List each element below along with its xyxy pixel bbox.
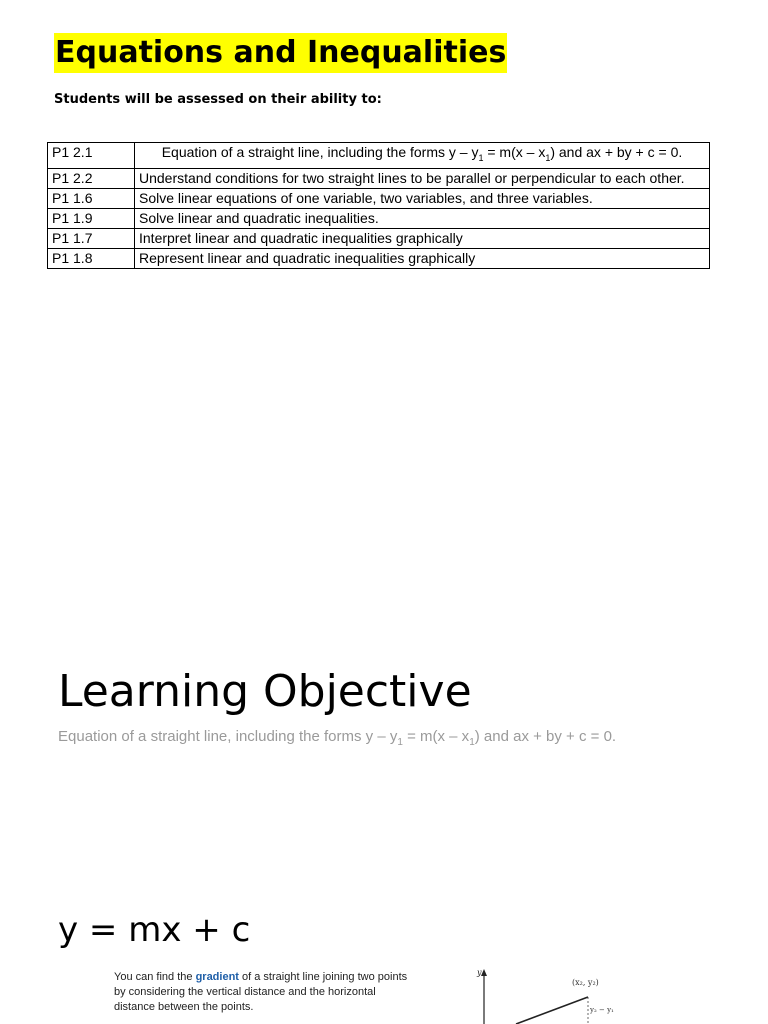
y-axis-label: y bbox=[477, 968, 482, 977]
learning-objective-heading: Learning Objective bbox=[58, 666, 472, 717]
spec-desc-subscript-2: 1 bbox=[545, 152, 551, 163]
learning-objective-text bbox=[58, 727, 616, 753]
spec-code: P1 1.9 bbox=[48, 208, 135, 228]
spec-description: Interpret linear and quadratic inequalities graphically bbox=[135, 228, 710, 248]
assessment-intro: Students will be assessed on their ability to: bbox=[54, 92, 382, 107]
table-row bbox=[48, 248, 710, 268]
lo-text-subscript-1: 1 bbox=[397, 737, 403, 748]
straight-line bbox=[516, 997, 588, 1024]
spec-code: P1 2.1 bbox=[48, 143, 135, 169]
explanation-line-3: distance between the points. bbox=[114, 1001, 254, 1013]
table-row bbox=[48, 208, 710, 228]
gradient-keyword: gradient bbox=[195, 971, 239, 983]
lo-text-prefix: Equation of a straight line, including the forms y – y bbox=[58, 728, 398, 745]
spec-description: Solve linear and quadratic inequalities. bbox=[135, 208, 710, 228]
gradient-explanation-image bbox=[110, 966, 630, 1024]
spec-desc-mid: = m(x – x bbox=[483, 144, 546, 160]
y-axis-arrow-icon bbox=[481, 969, 487, 976]
line-equation-formula: y = mx + c bbox=[58, 910, 251, 950]
spec-desc-subscript-1: 1 bbox=[478, 152, 484, 163]
spec-description bbox=[135, 143, 710, 169]
table-row bbox=[48, 143, 710, 169]
vertical-distance-label: y₂ − y₁ bbox=[590, 1006, 614, 1014]
spec-desc-suffix: ) and ax + by + c = 0. bbox=[550, 144, 683, 160]
spec-description: Represent linear and quadratic inequalities graphically bbox=[135, 248, 710, 268]
spec-description: Solve linear equations of one variable, two variables, and three variables. bbox=[135, 188, 710, 208]
lo-text-subscript-2: 1 bbox=[469, 737, 475, 748]
explanation-line-2: by considering the vertical distance and the horizontal bbox=[114, 986, 376, 998]
spec-code: P1 2.2 bbox=[48, 168, 135, 188]
lo-text-mid: = m(x – x bbox=[402, 728, 470, 745]
lo-text-suffix: ) and ax + by + c = 0. bbox=[474, 728, 617, 745]
table-row bbox=[48, 168, 710, 188]
explanation-line-1-prefix: You can find the bbox=[114, 971, 196, 983]
spec-code: P1 1.6 bbox=[48, 188, 135, 208]
gradient-diagram bbox=[110, 966, 630, 1024]
spec-code: P1 1.8 bbox=[48, 248, 135, 268]
spec-desc-prefix: Equation of a straight line, including the forms y – y bbox=[161, 144, 479, 160]
document-title: Equations and Inequalities bbox=[54, 33, 507, 73]
explanation-line-1-suffix: of a straight line joining two points bbox=[238, 971, 408, 983]
spec-code: P1 1.7 bbox=[48, 228, 135, 248]
specification-table bbox=[47, 142, 710, 269]
spec-description: Understand conditions for two straight lines to be parallel or perpendicular to each other. bbox=[135, 168, 710, 188]
point-label: (x₂, y₂) bbox=[572, 978, 599, 987]
table-row bbox=[48, 188, 710, 208]
table-row bbox=[48, 228, 710, 248]
